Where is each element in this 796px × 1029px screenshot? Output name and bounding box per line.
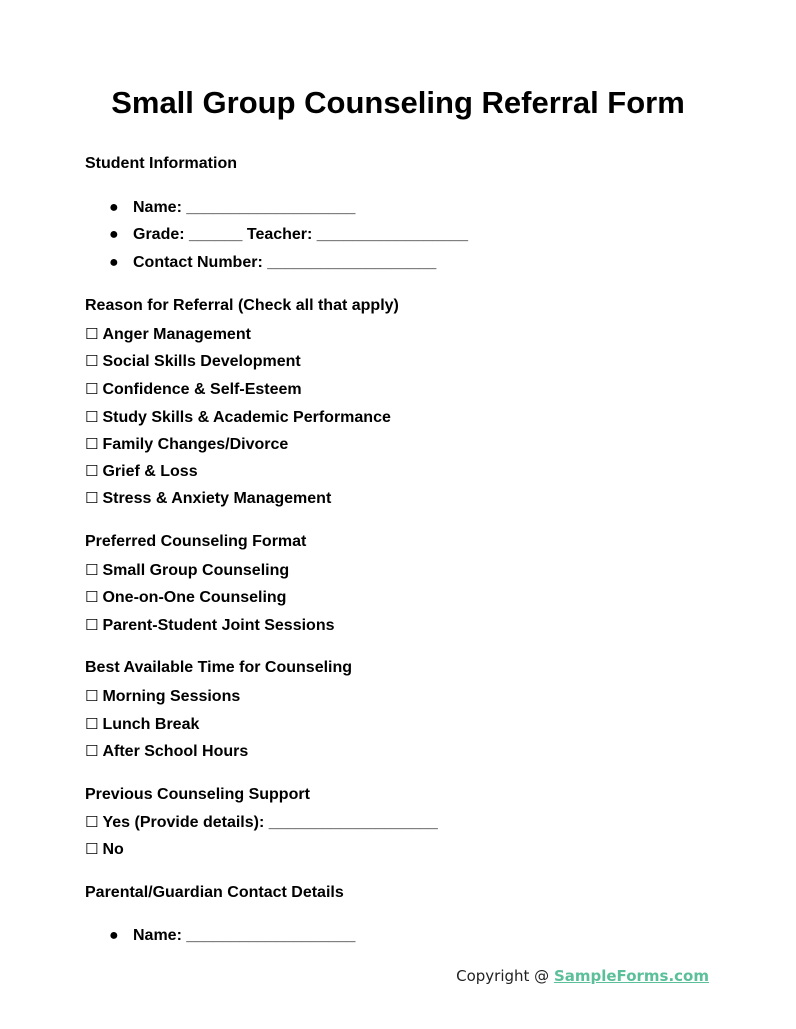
brand-link[interactable]: SampleForms.com [553, 967, 709, 985]
checkbox-icon: ☐ [85, 840, 99, 858]
checkbox-icon: ☐ [85, 687, 99, 705]
checkbox-icon: ☐ [85, 742, 99, 760]
checkbox-confidence[interactable]: ☐ Confidence & Self-Esteem [85, 380, 302, 398]
checkbox-icon: ☐ [85, 462, 99, 480]
checkbox-stress-anxiety[interactable]: ☐ Stress & Anxiety Management [85, 489, 332, 507]
checkbox-previous-no[interactable]: ☐ No [85, 840, 124, 858]
checkbox-icon: ☐ [85, 325, 99, 343]
checkbox-social-skills[interactable]: ☐ Social Skills Development [85, 352, 301, 370]
section-heading-format: Preferred Counseling Format [85, 533, 307, 550]
section-heading-time: Best Available Time for Counseling [85, 659, 353, 676]
checkbox-icon: ☐ [85, 380, 99, 398]
checkbox-one-on-one[interactable]: ☐ One-on-One Counseling [85, 588, 287, 606]
checkbox-icon: ☐ [85, 435, 99, 453]
checkbox-icon: ☐ [85, 813, 99, 831]
bullet-icon: ● [109, 226, 119, 243]
page-title: Small Group Counseling Referral Form [111, 85, 685, 120]
checkbox-after-school[interactable]: ☐ After School Hours [85, 742, 249, 760]
section-heading-student: Student Information [85, 155, 237, 172]
student-contact-field[interactable]: ● Contact Number: ___________________ [109, 254, 437, 271]
bullet-icon: ● [109, 254, 119, 271]
checkbox-icon: ☐ [85, 408, 99, 426]
checkbox-grief-loss[interactable]: ☐ Grief & Loss [85, 462, 198, 480]
section-heading-previous: Previous Counseling Support [85, 786, 310, 803]
copyright-footer: Copyright @ SampleForms.com [456, 967, 709, 985]
checkbox-previous-yes[interactable]: ☐ Yes (Provide details): ___________________ [85, 813, 438, 831]
student-grade-teacher-field[interactable]: ● Grade: ______ Teacher: _________________ [109, 226, 469, 243]
checkbox-icon: ☐ [85, 588, 99, 606]
checkbox-anger-management[interactable]: ☐ Anger Management [85, 325, 251, 343]
checkbox-icon: ☐ [85, 715, 99, 733]
checkbox-study-skills[interactable]: ☐ Study Skills & Academic Performance [85, 408, 391, 426]
checkbox-icon: ☐ [85, 561, 99, 579]
bullet-icon: ● [109, 199, 119, 216]
bullet-icon: ● [109, 927, 119, 944]
checkbox-icon: ☐ [85, 352, 99, 370]
checkbox-icon: ☐ [85, 489, 99, 507]
checkbox-small-group[interactable]: ☐ Small Group Counseling [85, 561, 290, 579]
checkbox-parent-student[interactable]: ☐ Parent-Student Joint Sessions [85, 616, 335, 634]
checkbox-lunch[interactable]: ☐ Lunch Break [85, 715, 200, 733]
section-heading-parent: Parental/Guardian Contact Details [85, 884, 344, 901]
checkbox-family-changes[interactable]: ☐ Family Changes/Divorce [85, 435, 289, 453]
parent-name-field[interactable]: ● Name: ___________________ [109, 927, 356, 944]
student-name-field[interactable]: ● Name: ___________________ [109, 199, 356, 216]
section-heading-reason: Reason for Referral (Check all that apply) [85, 297, 399, 314]
checkbox-morning[interactable]: ☐ Morning Sessions [85, 687, 241, 705]
checkbox-icon: ☐ [85, 616, 99, 634]
